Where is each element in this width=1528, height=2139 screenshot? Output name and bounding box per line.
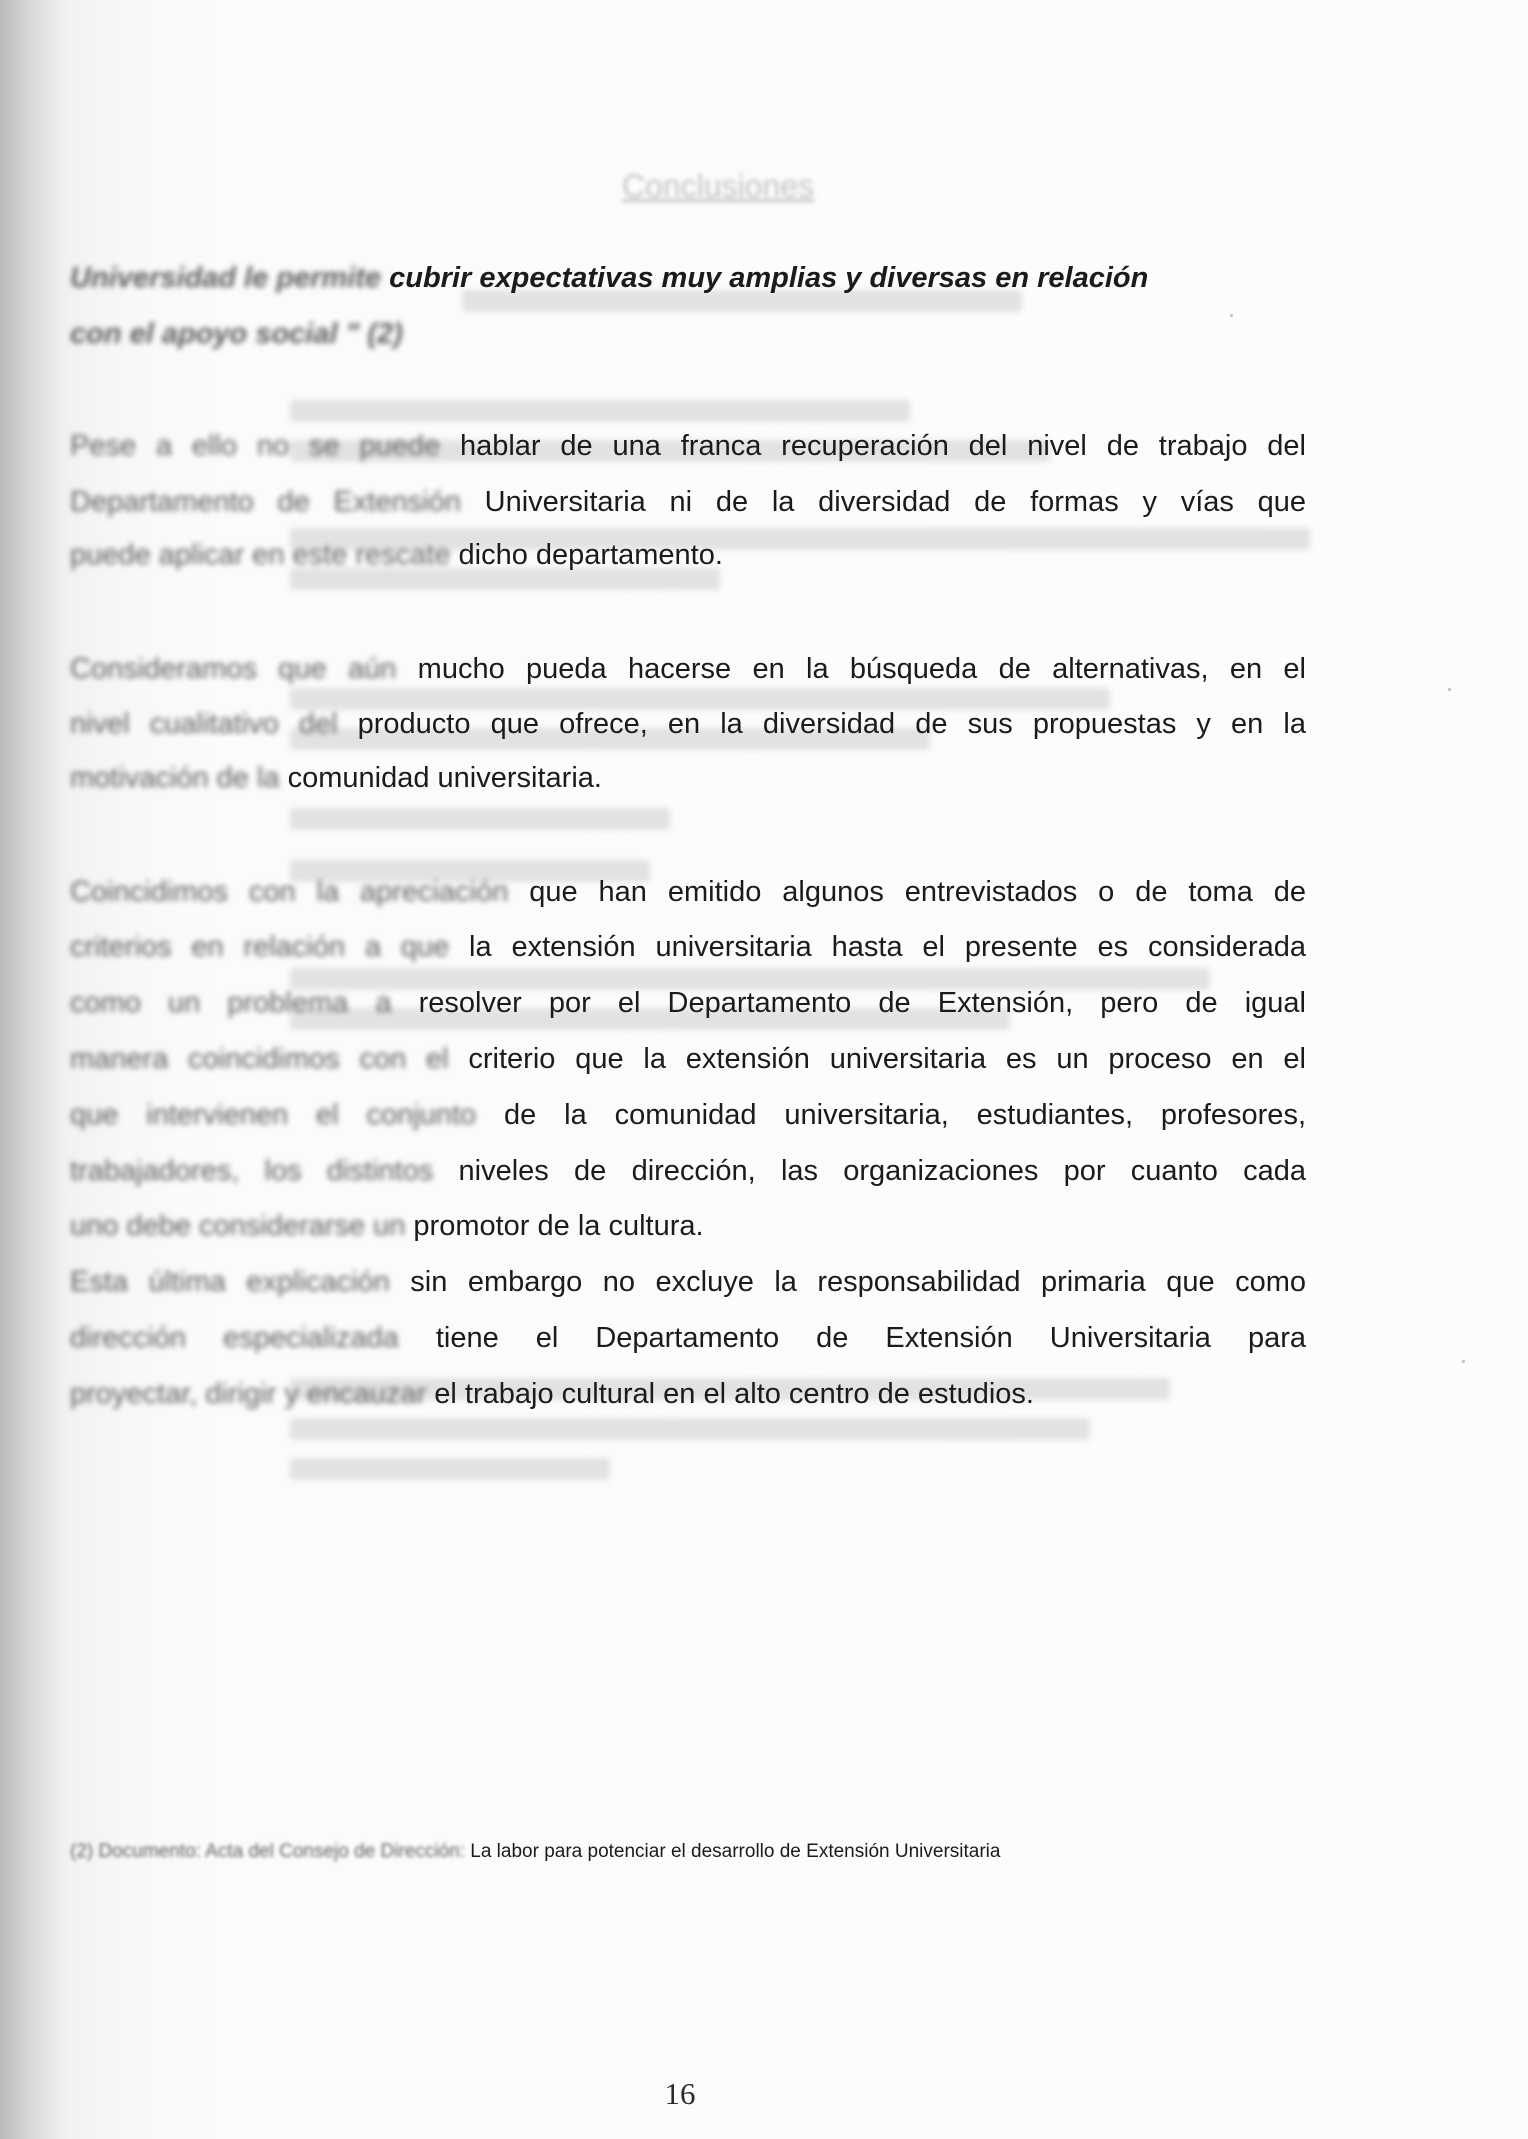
footnote-blurred: (2) Documento: Acta del Consejo de Dirección: bbox=[70, 1841, 471, 1862]
blurred-text: motivación de la bbox=[70, 762, 288, 794]
bleedthrough-line bbox=[290, 808, 670, 830]
paragraph-line bbox=[70, 484, 1306, 520]
scan-speck bbox=[1462, 1360, 1465, 1363]
scan-speck bbox=[1230, 314, 1233, 317]
bleedthrough-line bbox=[290, 400, 910, 422]
line-text: comunidad universitaria. bbox=[287, 762, 602, 794]
blurred-text: dirección especializada bbox=[70, 1322, 436, 1354]
line-text: la extensión universitaria hasta el presente es considerada bbox=[469, 931, 1306, 963]
line-text: sin embargo no excluye la responsabilidad primaria que como bbox=[410, 1266, 1306, 1298]
footnote bbox=[70, 1839, 1000, 1865]
paragraph-line bbox=[70, 1097, 1306, 1133]
blurred-text: proyectar, dirigir y encauzar bbox=[70, 1378, 435, 1410]
page-number: 16 bbox=[664, 2076, 696, 2111]
paragraph-line bbox=[70, 929, 1306, 965]
blurred-text: que intervienen el conjunto bbox=[70, 1099, 505, 1131]
line-text: Universitaria ni de la diversidad de formas y vías que bbox=[484, 486, 1307, 518]
line-text: que han emitido algunos entrevistados o de toma de bbox=[529, 876, 1307, 908]
line-text: mucho pueda hacerse en la búsqueda de alternativas, en el bbox=[417, 653, 1306, 685]
blurred-text: Esta última explicación bbox=[70, 1266, 411, 1298]
blurred-text: Universidad le permite bbox=[70, 262, 382, 294]
blurred-text: como un problema a bbox=[70, 987, 419, 1019]
paragraph-line bbox=[70, 1264, 1306, 1300]
line-text: criterio que la extensión universitaria es un proceso en el bbox=[468, 1043, 1306, 1075]
paragraph-line bbox=[70, 1153, 1306, 1189]
blurred-text: Consideramos que aún bbox=[70, 653, 418, 685]
paragraph-line bbox=[70, 1320, 1306, 1356]
blurred-text: con el apoyo social " (2) bbox=[70, 318, 403, 350]
line-text: de la comunidad universitaria, estudiantes, profesores, bbox=[504, 1099, 1306, 1131]
line-text: el trabajo cultural en el alto centro de estudios. bbox=[434, 1378, 1034, 1410]
paragraph-line bbox=[70, 760, 1306, 796]
quote-line-2 bbox=[70, 316, 1306, 352]
blurred-text: nivel cualitativo del bbox=[70, 708, 358, 740]
paragraph-line bbox=[70, 1041, 1306, 1077]
paragraph-line bbox=[70, 706, 1306, 742]
paragraph-line bbox=[70, 1208, 1306, 1244]
blurred-text: Pese a ello no se puede bbox=[70, 430, 460, 462]
line-text: promotor de la cultura. bbox=[413, 1210, 704, 1242]
blurred-text: puede aplicar en este rescate bbox=[70, 539, 459, 571]
scan-speck bbox=[1448, 688, 1451, 691]
spine-shadow bbox=[0, 0, 60, 2139]
blurred-text: criterios en relación a que bbox=[70, 931, 470, 963]
bleedthrough-title: Conclusiones bbox=[622, 168, 815, 204]
paragraph-line bbox=[70, 985, 1306, 1021]
line-text: resolver por el Departamento de Extensión, pero de igual bbox=[418, 987, 1306, 1019]
line-text: hablar de una franca recuperación del nivel de trabajo del bbox=[459, 430, 1306, 462]
quote-text: cubrir expectativas muy amplias y diversas en relación bbox=[381, 262, 1149, 294]
blurred-text: manera coincidimos con el bbox=[70, 1043, 469, 1075]
paragraph-line bbox=[70, 651, 1306, 687]
bleedthrough-line bbox=[290, 1458, 610, 1480]
blurred-text: Departamento de Extensión bbox=[70, 486, 485, 518]
line-text: niveles de dirección, las organizaciones por cuanto cada bbox=[458, 1155, 1306, 1187]
blurred-text: uno debe considerarse un bbox=[70, 1210, 414, 1242]
footnote-text: La labor para potenciar el desarrollo de Extensión Universitaria bbox=[470, 1841, 1001, 1862]
quote-line-1 bbox=[70, 260, 1306, 296]
paragraph-line bbox=[70, 537, 1306, 573]
paragraph-line bbox=[70, 874, 1306, 910]
paragraph-line bbox=[70, 1376, 1306, 1412]
blurred-text: Coincidimos con la apreciación bbox=[70, 876, 530, 908]
bleedthrough-line bbox=[290, 1418, 1090, 1440]
line-text: dicho departamento. bbox=[458, 539, 723, 571]
line-text: producto que ofrece, en la diversidad de sus propuestas y en la bbox=[357, 708, 1306, 740]
blurred-text: trabajadores, los distintos bbox=[70, 1155, 459, 1187]
paragraph-line bbox=[70, 428, 1306, 464]
line-text: tiene el Departamento de Extensión Universitaria para bbox=[435, 1322, 1306, 1354]
